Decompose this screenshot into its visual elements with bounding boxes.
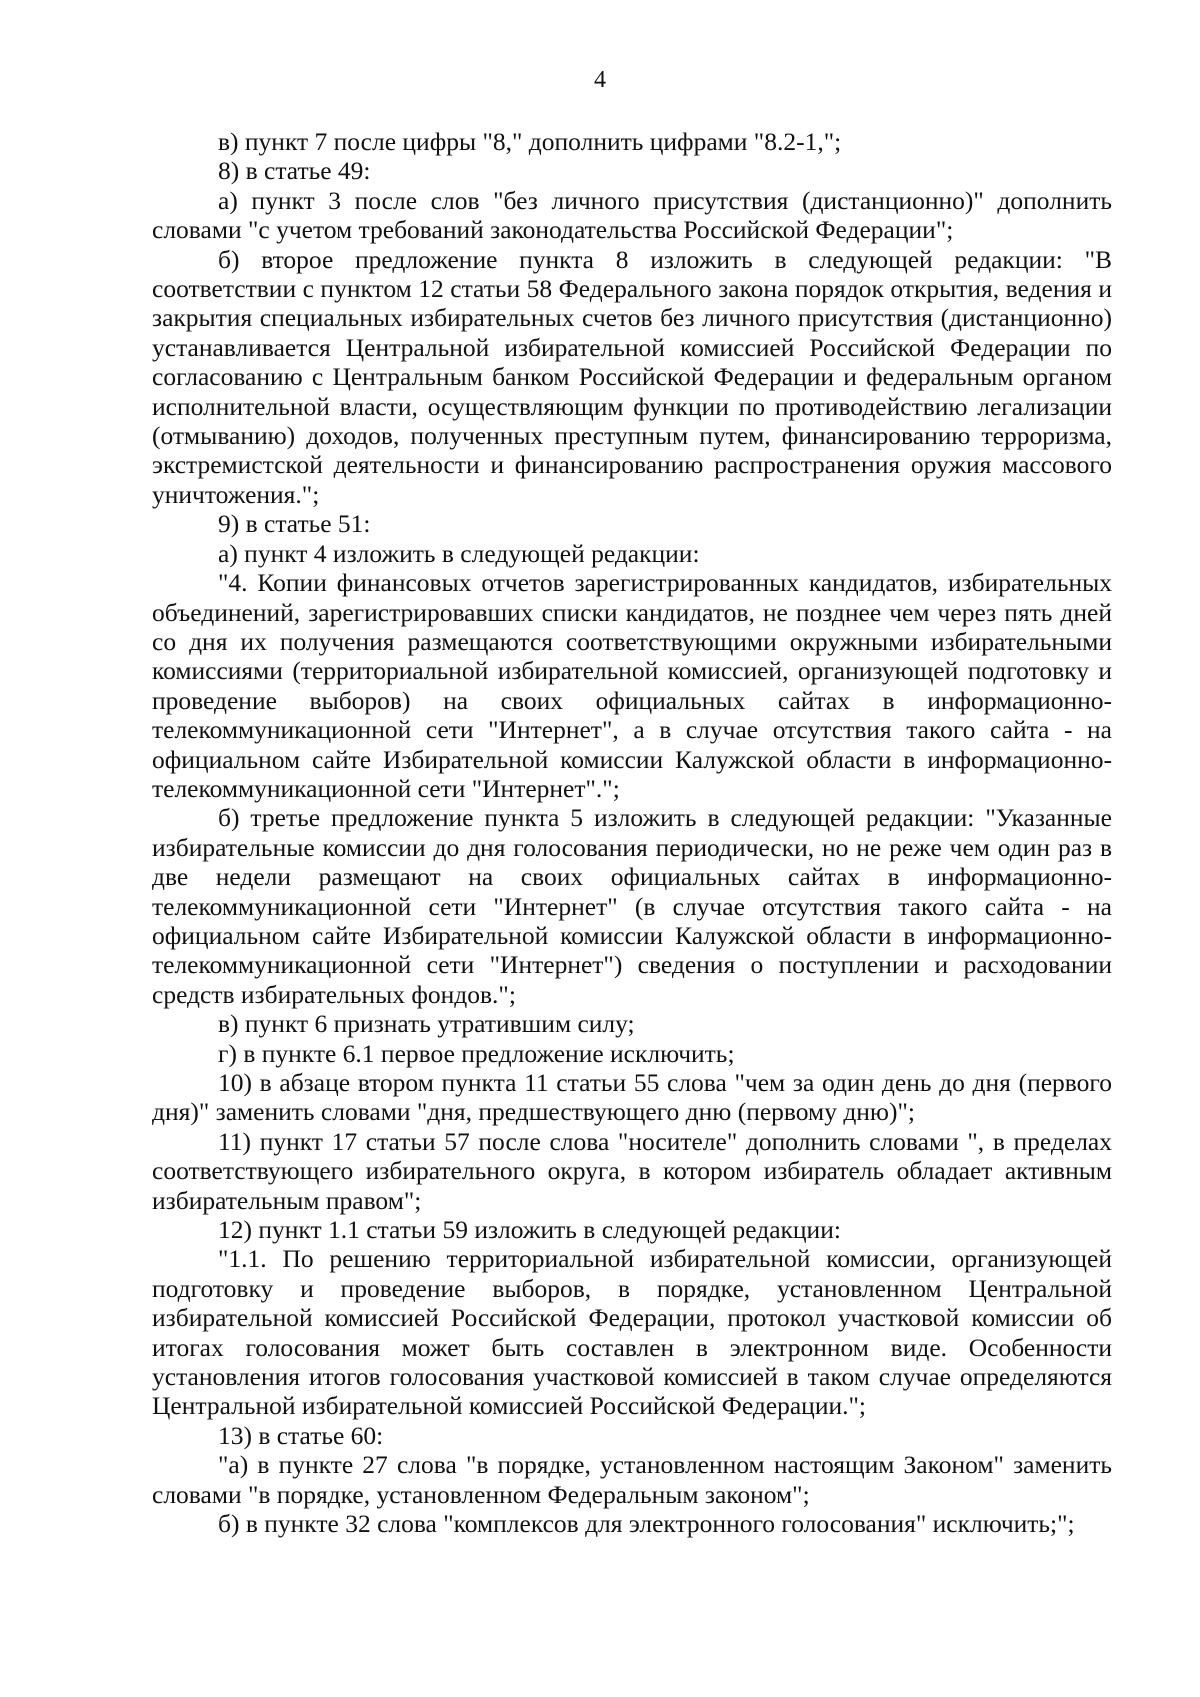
paragraph: б) третье предложение пункта 5 изложить в следующей редакции: "Указанные избирательные комиссии до дня голосования периодически, но не реже чем один раз в две недели размещают на своих официальных сайтах в информационно-телекоммуникационной сети "Интернет" (в случае отсутствия такого сайта - на официальном сайте Избирательной комиссии Калужской области в информационно-телекоммуникационной сети "Интернет") сведения о поступлении и расходовании средств избирательных фондов."; [152,803,1112,1009]
document-body [152,127,1112,1539]
paragraph: б) второе предложение пункта 8 изложить в следующей редакции: "В соответствии с пунктом 12 статьи 58 Федерального закона порядок открытия, ведения и закрытия специальных избирательных счетов без личного присутствия (дистанционно) устанавливается Центральной избирательной комиссией Российской Федерации по согласованию с Центральным банком Российской Федерации и федеральным органом исполнительной власти, осуществляющим функции по противодействию легализации (отмыванию) доходов, полученных преступным путем, финансированию терроризма, экстремистской деятельности и финансированию распространения оружия массового уничтожения."; [152,244,1112,509]
paragraph: "а) в пункте 27 слова "в порядке, установленном настоящим Законом" заменить словами "в порядке, установленном Федеральным законом"; [152,1450,1112,1509]
paragraph: 10) в абзаце втором пункта 11 статьи 55 слова "чем за один день до дня (первого дня)" заменить словами "дня, предшествующего дню (первому дню)"; [152,1068,1112,1127]
paragraph: б) в пункте 32 слова "комплексов для электронного голосования" исключить;"; [218,1509,1075,1539]
paragraph: 8) в статье 49: [218,156,371,186]
paragraph: а) пункт 3 после слов "без личного присутствия (дистанционно)" дополнить словами "с учетом требований законодательства Российской Федерации"; [152,185,1112,245]
paragraph: 11) пункт 17 статьи 57 после слова "носителе" дополнить словами ", в пределах соответствующего избирательного округа, в котором избиратель обладает активным избирательным правом"; [152,1126,1112,1215]
page-number: 4 [594,67,606,93]
paragraph: в) пункт 7 после цифры "8," дополнить цифрами "8.2-1,"; [218,127,842,156]
paragraph: а) пункт 4 изложить в следующей редакции: [218,538,700,568]
paragraph: 13) в статье 60: [218,1420,384,1450]
paragraph: г) в пункте 6.1 первое предложение исключить; [218,1038,735,1068]
paragraph: 9) в статье 51: [218,509,371,539]
paragraph: "4. Копии финансовых отчетов зарегистрированных кандидатов, избирательных объединений, зарегистрировавших списки кандидатов, не позднее чем через пять дней со дня их получения размещаются соответствующими окружными избирательными комиссиями (территориальной избирательной комиссией, организующей подготовку и проведение выборов) на своих официальных сайтах в информационно-телекоммуникационной сети "Интернет", а в случае отсутствия такого сайта - на официальном сайте Избирательной комиссии Калужской области в информационно-телекоммуникационной сети "Интернет"."; [152,568,1112,803]
paragraph: "1.1. По решению территориальной избирательной комиссии, организующей подготовку и проведение выборов, в порядке, установленном Центральной избирательной комиссией Российской Федерации, протокол участковой комиссии об итогах голосования может быть составлен в электронном виде. Особенности установления итогов голосования участковой комиссией в таком случае определяются Центральной избирательной комиссией Российской Федерации."; [152,1244,1112,1421]
paragraph: 12) пункт 1.1 статьи 59 изложить в следующей редакции: [218,1215,841,1245]
paragraph: в) пункт 6 признать утратившим силу; [218,1009,635,1039]
